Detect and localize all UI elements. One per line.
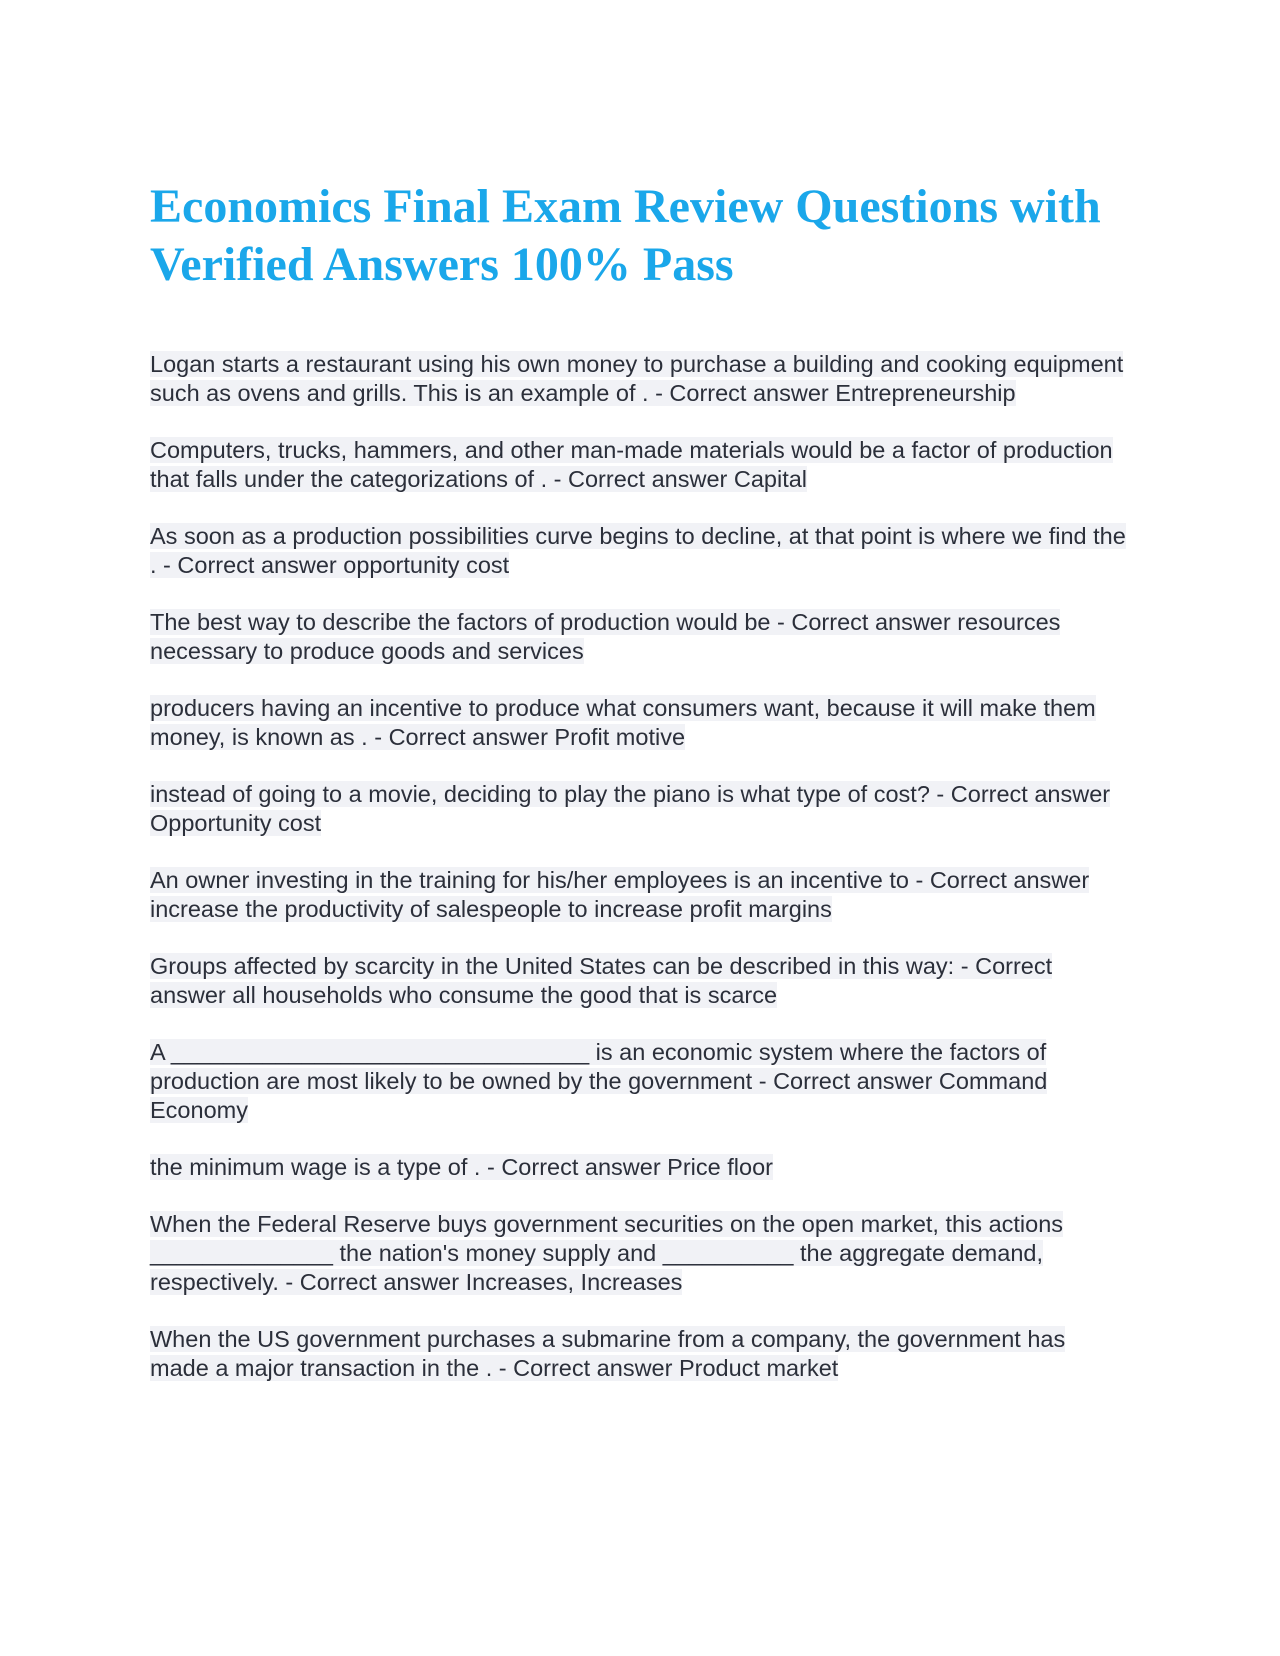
qa-text: A ________________________________ is an economic system where the factors of production are most likely to be owned by the government - Correct answer Command Economy: [150, 1039, 1048, 1123]
qa-item: [150, 952, 1130, 1010]
qa-text: the minimum wage is a type of . - Correct answer Price floor: [150, 1154, 773, 1180]
qa-text: An owner investing in the training for his/her employees is an incentive to - Correct answer increase the productivity of salespeople to increase profit margins: [150, 867, 1090, 922]
qa-text: The best way to describe the factors of production would be - Correct answer resources necessary to produce goods and services: [150, 609, 1061, 664]
qa-item: [150, 780, 1130, 838]
document-title: Economics Final Exam Review Questions with Verified Answers 100% Pass: [150, 180, 1101, 291]
qa-item: [150, 1153, 1130, 1182]
qa-text: Logan starts a restaurant using his own money to purchase a building and cooking equipment such as ovens and grills. This is an example of . - Correct answer Entrepreneurship: [150, 351, 1124, 406]
qa-item: [150, 1210, 1130, 1297]
qa-text: producers having an incentive to produce what consumers want, because it will make them money, is known as . - Correct answer Profit motive: [150, 695, 1096, 750]
qa-text: Groups affected by scarcity in the United States can be described in this way: - Correct answer all households who consume the good that is scarce: [150, 953, 1053, 1008]
qa-item: [150, 350, 1130, 408]
qa-item: [150, 694, 1130, 752]
qa-item: [150, 1038, 1130, 1125]
qa-item: [150, 1325, 1130, 1383]
qa-item: [150, 608, 1130, 666]
qa-item: [150, 866, 1130, 924]
qa-item: [150, 522, 1130, 580]
qa-text: Computers, trucks, hammers, and other man-made materials would be a factor of production that falls under the categorizations of . - Correct answer Capital: [150, 437, 1113, 492]
qa-text: As soon as a production possibilities curve begins to decline, at that point is where we find the . - Correct answer opportunity cost: [150, 523, 1126, 578]
qa-text: When the Federal Reserve buys government securities on the open market, this actions ______________ the nation's money supply and __________ the aggregate demand, respectively. - Correct answer Increases, Increases: [150, 1211, 1064, 1295]
qa-item: [150, 436, 1130, 494]
qa-list: [150, 350, 1130, 1383]
qa-text: instead of going to a movie, deciding to play the piano is what type of cost? - Correct answer Opportunity cost: [150, 781, 1111, 836]
qa-text: When the US government purchases a submarine from a company, the government has made a major transaction in the . - Correct answer Product market: [150, 1326, 1066, 1381]
document-page: [150, 178, 1130, 1411]
